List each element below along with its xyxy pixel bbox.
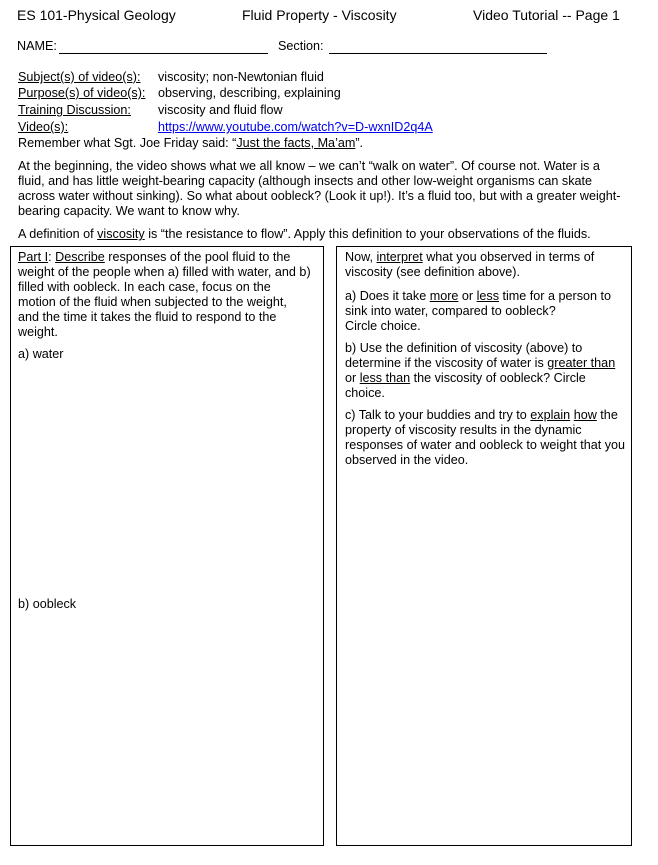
qb-text-1: b) Use the definition of viscosity (above) to determine if the viscosity of water is [345,341,583,370]
question-a [345,289,627,334]
purpose-label: Purpose(s) of video(s): [18,86,146,100]
definition-suffix: is “the resistance to flow”. Apply this definition to your observations of the fluids. [144,227,591,241]
purpose-value: observing, describing, explaining [158,86,341,100]
qb-text-3: the viscosity of oobleck? Circle choice. [345,371,586,400]
qa-more: more [429,289,459,303]
course-title: ES 101-Physical Geology [17,7,176,23]
qc-how: how [573,408,597,422]
interpret-prefix: Now, [345,250,377,264]
interpret-intro [345,250,627,280]
subject-value: viscosity; non-Newtonian fluid [158,70,324,84]
subject-label: Subject(s) of video(s): [18,70,141,84]
qa-text-2: or [458,289,477,303]
water-label: a) water [18,347,64,361]
video-link[interactable]: https://www.youtube.com/watch?v=D-wxnID2q4A [158,120,433,134]
remember-quote: Just the facts, Ma’am [236,136,356,150]
topic-title: Fluid Property - Viscosity [242,7,397,23]
interpret-suffix: what you observed in terms of viscosity (see definition above). [345,250,595,279]
qc-text-3: the property of viscosity results in the dynamic responses of water and oobleck to weight that you observed in the video. [345,408,626,467]
part1-instructions [18,250,311,340]
qa-less: less [476,289,500,303]
part1-box [10,246,324,846]
remember-prefix: Remember what Sgt. Joe Friday said: “ [18,136,237,150]
remember-line [18,136,363,151]
question-c [345,408,627,468]
qb-less: less than [359,371,411,385]
qb-text-2: or [345,371,360,385]
training-label: Training Discussion: [18,103,131,117]
interpret-box [336,246,632,846]
section-field[interactable] [329,39,547,54]
qc-text-1: c) Talk to your buddies and try to [345,408,531,422]
section-label: Section: [278,39,324,53]
intro-paragraph: At the beginning, the video shows what we all know – we can’t “walk on water”. Of course not. Water is a fluid, and has little weight-bearing capacity (although insects and other low-weight organisms can skate across water without sinking). So what about oobleck? (Look it up!). It’s a fluid too, but with a greater weight-bearing capacity. We want to know why. [18,159,621,218]
qa-text-3: time for a person to sink into water, compared to oobleck? [345,289,612,318]
qa-text-1: a) Does it take [345,289,430,303]
question-b [345,341,627,401]
part1-verb: Describe [55,250,105,264]
remember-suffix: ”. [355,136,364,150]
video-label: Video(s): [18,120,69,134]
part1-label: Part I [18,250,49,264]
interpret-verb: interpret [376,250,423,264]
qb-greater: greater than [547,356,616,370]
definition-prefix: A definition of [18,227,98,241]
definition-term: viscosity [97,227,145,241]
oobleck-label: b) oobleck [18,597,77,611]
part1-colon: : [48,250,56,264]
definition-line [18,227,638,242]
name-field[interactable] [59,39,268,54]
name-label: NAME: [17,39,57,53]
training-value: viscosity and fluid flow [158,103,283,117]
page-label: Video Tutorial -- Page 1 [473,7,620,23]
qc-explain: explain [530,408,571,422]
part1-text: responses of the pool fluid to the weight of the people when a) filled with water, and b) filled with oobleck. In each case, focus on the motion of the fluid when subjected to the weight, and the time it takes the fluid to respond to the weight. [18,250,311,339]
qa-circle-choice: Circle choice. [345,319,421,333]
